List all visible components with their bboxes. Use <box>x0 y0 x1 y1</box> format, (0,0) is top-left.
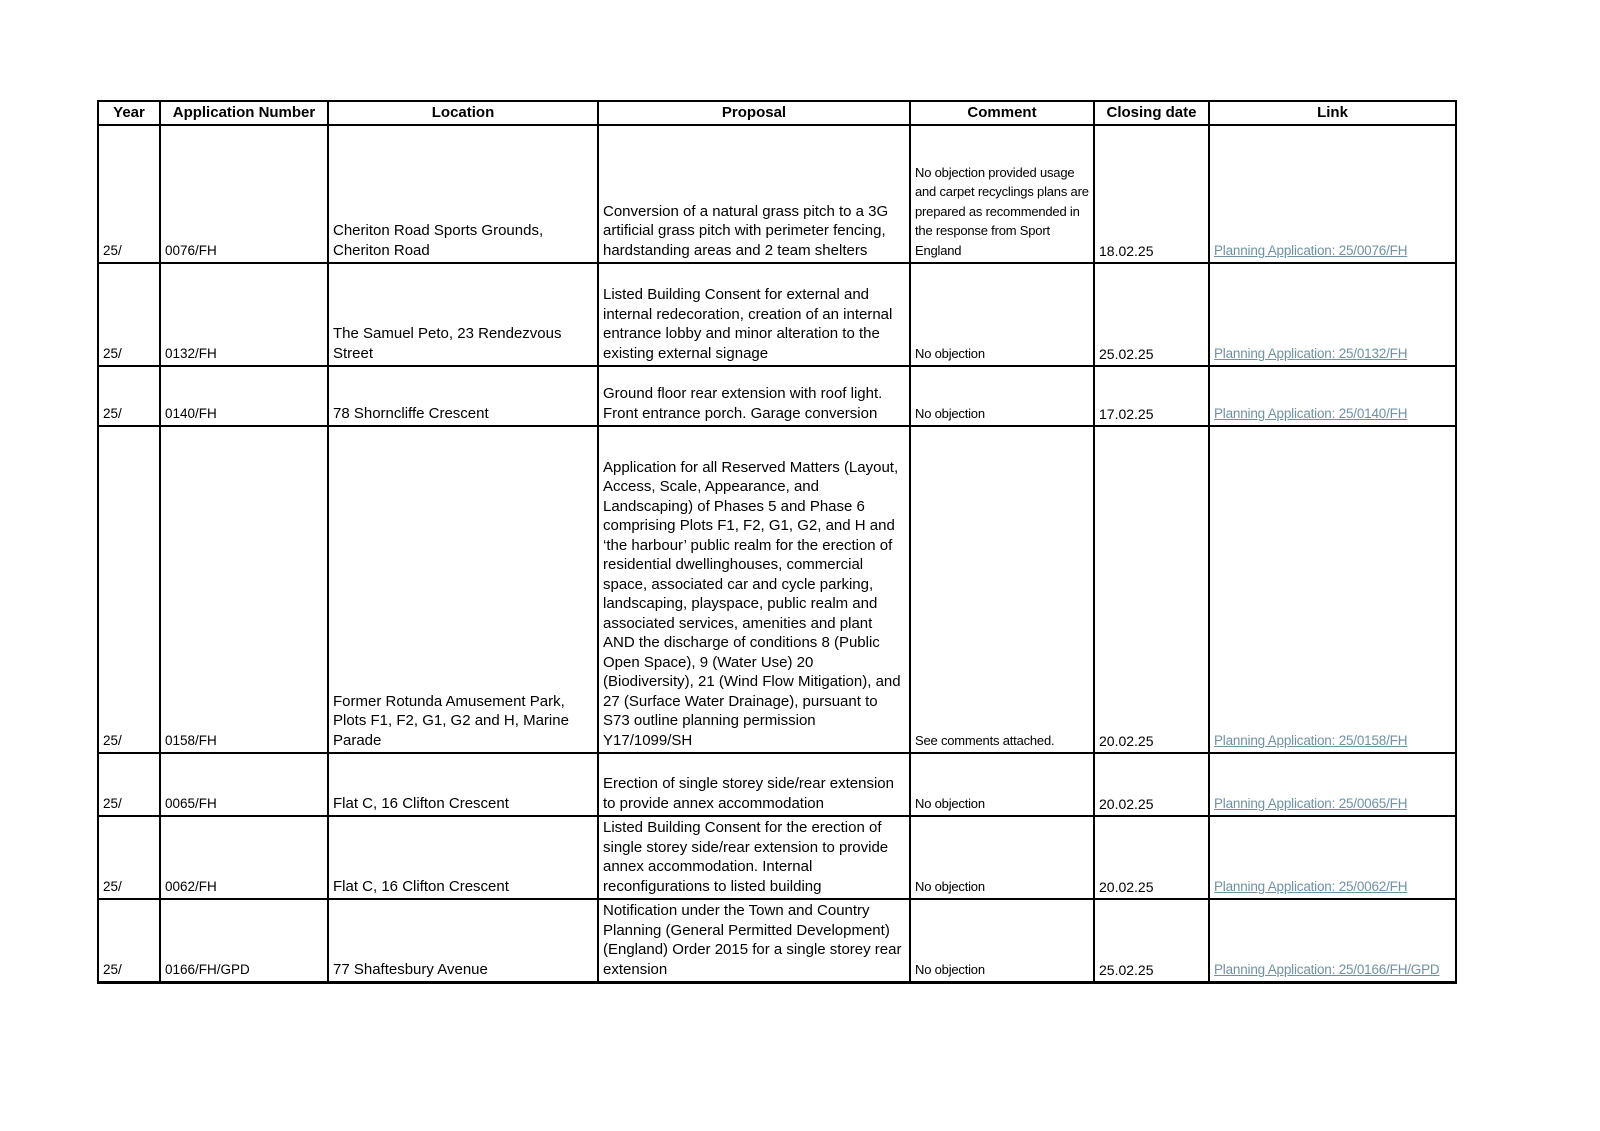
cell-year: 25/ <box>98 125 160 263</box>
cell-comment: No objection <box>910 816 1094 899</box>
cell-application-number: 0140/FH <box>160 366 328 426</box>
table-row <box>98 899 1456 983</box>
cell-comment: No objection <box>910 263 1094 366</box>
cell-year: 25/ <box>98 263 160 366</box>
cell-proposal: Ground floor rear extension with roof light. Front entrance porch. Garage conversion <box>598 366 910 426</box>
column-header-link: Link <box>1209 101 1456 125</box>
table-row <box>98 816 1456 899</box>
planning-application-link[interactable]: Planning Application: 25/0158/FH <box>1214 733 1408 749</box>
cell-link <box>1209 263 1456 366</box>
cell-proposal: Notification under the Town and Country Planning (General Permitted Development) (England) Order 2015 for a single storey rear extension <box>598 899 910 983</box>
cell-proposal: Application for all Reserved Matters (Layout, Access, Scale, Appearance, and Landscaping) of Phases 5 and Phase 6 comprising Plots F1, F2, G1, G2, and H and ‘the harbour’ public realm for the erection of residential dwellinghouses, commercial space, associated car and cycle parking, landscaping, playspace, public realm and associated services, amenities and plant AND the discharge of conditions 8 (Public Open Space), 9 (Water Use) 20 (Biodiversity), 21 (Wind Flow Mitigation), and 27 (Surface Water Drainage), pursuant to S73 outline planning permission Y17/1099/SH <box>598 426 910 753</box>
table-row <box>98 125 1456 263</box>
planning-application-link[interactable]: Planning Application: 25/0132/FH <box>1214 346 1408 362</box>
column-header-location: Location <box>328 101 598 125</box>
planning-application-link[interactable]: Planning Application: 25/0140/FH <box>1214 406 1408 422</box>
cell-comment: No objection <box>910 753 1094 816</box>
cell-comment: No objection provided usage and carpet recyclings plans are prepared as recommended in the response from Sport England <box>910 125 1094 263</box>
cell-proposal: Listed Building Consent for the erection of single storey side/rear extension to provide annex accommodation. Internal reconfigurations to listed building <box>598 816 910 899</box>
cell-application-number: 0166/FH/GPD <box>160 899 328 983</box>
cell-closing-date: 20.02.25 <box>1094 426 1209 753</box>
planning-applications-table <box>97 100 1457 984</box>
cell-year: 25/ <box>98 816 160 899</box>
cell-location: 77 Shaftesbury Avenue <box>328 899 598 983</box>
cell-application-number: 0065/FH <box>160 753 328 816</box>
cell-application-number: 0158/FH <box>160 426 328 753</box>
cell-closing-date: 17.02.25 <box>1094 366 1209 426</box>
cell-link <box>1209 753 1456 816</box>
cell-year: 25/ <box>98 899 160 983</box>
table-row <box>98 753 1456 816</box>
cell-proposal: Conversion of a natural grass pitch to a 3G artificial grass pitch with perimeter fencing, hardstanding areas and 2 team shelters <box>598 125 910 263</box>
cell-comment: No objection <box>910 899 1094 983</box>
cell-year: 25/ <box>98 753 160 816</box>
cell-location: Flat C, 16 Clifton Crescent <box>328 816 598 899</box>
cell-year: 25/ <box>98 426 160 753</box>
column-header-proposal: Proposal <box>598 101 910 125</box>
planning-application-link[interactable]: Planning Application: 25/0076/FH <box>1214 243 1408 259</box>
cell-application-number: 0062/FH <box>160 816 328 899</box>
cell-closing-date: 20.02.25 <box>1094 816 1209 899</box>
cell-closing-date: 18.02.25 <box>1094 125 1209 263</box>
table-row <box>98 426 1456 753</box>
table-row <box>98 263 1456 366</box>
cell-location: Former Rotunda Amusement Park, Plots F1, F2, G1, G2 and H, Marine Parade <box>328 426 598 753</box>
cell-location: The Samuel Peto, 23 Rendezvous Street <box>328 263 598 366</box>
table-body <box>98 125 1456 983</box>
cell-location: Cheriton Road Sports Grounds, Cheriton Road <box>328 125 598 263</box>
cell-application-number: 0076/FH <box>160 125 328 263</box>
cell-link <box>1209 366 1456 426</box>
cell-location: Flat C, 16 Clifton Crescent <box>328 753 598 816</box>
header-row <box>98 101 1456 125</box>
cell-link <box>1209 816 1456 899</box>
planning-application-link[interactable]: Planning Application: 25/0166/FH/GPD <box>1214 962 1440 978</box>
table-row <box>98 366 1456 426</box>
cell-link <box>1209 426 1456 753</box>
column-header-closing-date: Closing date <box>1094 101 1209 125</box>
planning-application-link[interactable]: Planning Application: 25/0062/FH <box>1214 879 1408 895</box>
cell-closing-date: 25.02.25 <box>1094 263 1209 366</box>
cell-closing-date: 25.02.25 <box>1094 899 1209 983</box>
cell-location: 78 Shorncliffe Crescent <box>328 366 598 426</box>
cell-proposal: Erection of single storey side/rear extension to provide annex accommodation <box>598 753 910 816</box>
column-header-application-number: Application Number <box>160 101 328 125</box>
column-header-year: Year <box>98 101 160 125</box>
cell-application-number: 0132/FH <box>160 263 328 366</box>
cell-closing-date: 20.02.25 <box>1094 753 1209 816</box>
cell-proposal: Listed Building Consent for external and internal redecoration, creation of an internal entrance lobby and minor alteration to the existing external signage <box>598 263 910 366</box>
column-header-comment: Comment <box>910 101 1094 125</box>
cell-year: 25/ <box>98 366 160 426</box>
cell-link <box>1209 125 1456 263</box>
planning-applications-sheet <box>97 100 1457 984</box>
cell-link <box>1209 899 1456 983</box>
planning-application-link[interactable]: Planning Application: 25/0065/FH <box>1214 796 1408 812</box>
cell-comment: See comments attached. <box>910 426 1094 753</box>
cell-comment: No objection <box>910 366 1094 426</box>
